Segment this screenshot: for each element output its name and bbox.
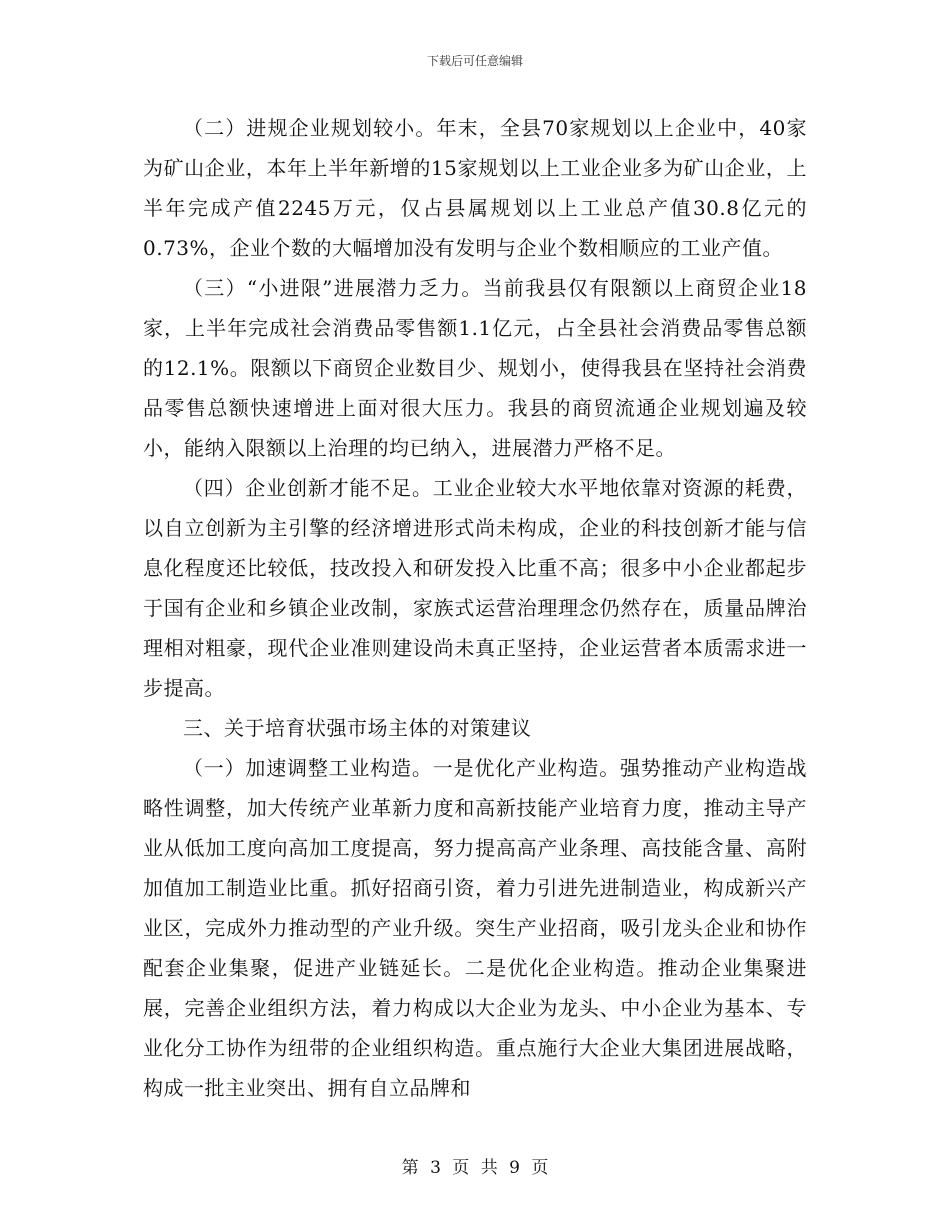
paragraph-2-scale: （二）进规企业规划较小。年末，全县70家规划以上企业中，40家为矿山企业，本年上半年新增的15家规划以上工业企业多为矿山企业，上半年完成产值2245万元，仅占县属规划以上工业总产值30.8亿元的0.73%，企业个数的大幅增加没有发明与企业个数相顺应的工业产值。 <box>143 116 807 260</box>
page-footer: 第 3 页 共 9 页 <box>401 1158 549 1178</box>
document-body <box>143 108 807 1108</box>
paragraph-3-retail: （三）“小进限”进展潜力乏力。当前我县仅有限额以上商贸企业18家，上半年完成社会消费品零售额1.1亿元，占全县社会消费品零售总额的12.1%。限额以下商贸企业数目少、规划小，使得我县在坚持社会消费品零售总额快速增进上面对很大压力。我县的商贸流通企业规划遍及较小，能纳入限额以上治理的均已纳入，进展潜力严格不足。 <box>143 276 807 460</box>
paragraph-1-industry: （一）加速调整工业构造。一是优化产业构造。强势推动产业构造战略性调整，加大传统产业革新力度和高新技能产业培育力度，推动主导产业从低加工度向高加工度提高，努力提高高产业条理、高技能含量、高附加值加工制造业比重。抓好招商引资，着力引进先进制造业，构成新兴产业区，完成外力推动型的产业升级。突生产业招商，吸引龙头企业和协作配套企业集聚，促进产业链延长。二是优化企业构造。推动企业集聚进展，完善企业组织方法，着力构成以大企业为龙头、中小企业为基本、专业化分工协作为纽带的企业组织构造。重点施行大企业大集团进展战略，构成一批主业突出、拥有自立品牌和 <box>143 756 807 1100</box>
page-header: 下载后可任意编辑 <box>426 54 523 68</box>
section-heading: 三、关于培育状强市场主体的对策建议 <box>183 716 532 740</box>
paragraph-4-innovation: （四）企业创新才能不足。工业企业较大水平地依靠对资源的耗费，以自立创新为主引擎的经济增进形式尚未构成，企业的科技创新才能与信息化程度还比较低，技改投入和研发投入比重不高；很多中小企业都起步于国有企业和乡镇企业改制，家族式运营治理理念仍然存在，质量品牌治理相对粗豪，现代企业准则建设尚未真正坚持，企业运营者本质需求进一步提高。 <box>143 476 807 700</box>
